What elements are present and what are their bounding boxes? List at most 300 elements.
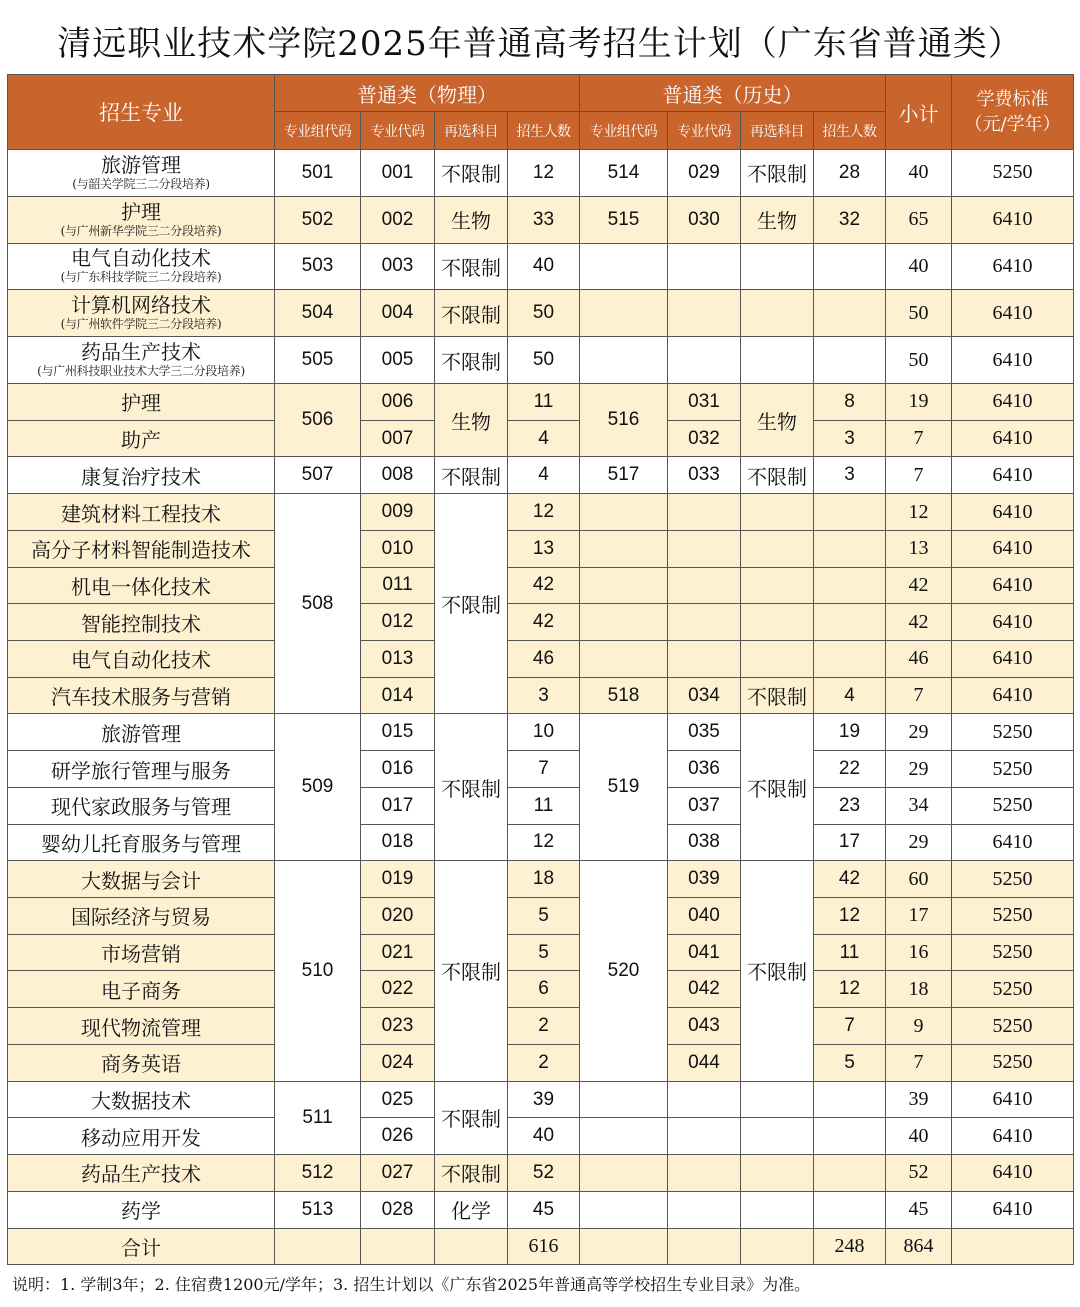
- major-name: 电气自动化技术: [8, 641, 275, 678]
- history-group-code: 520: [580, 861, 668, 1081]
- history-quota: [814, 1191, 886, 1228]
- table-row: [8, 457, 1074, 494]
- history-elective: [741, 1118, 814, 1155]
- total-physics-quota: 616: [508, 1228, 580, 1265]
- physics-quota: 11: [508, 787, 580, 824]
- history-elective: 不限制: [741, 861, 814, 1081]
- major-name: 现代物流管理: [8, 1008, 275, 1045]
- tuition: 5250: [952, 1044, 1074, 1081]
- history-quota: 11: [814, 934, 886, 971]
- history-group-code: [580, 243, 668, 290]
- history-quota: [814, 641, 886, 678]
- header-p-major-code: 专业代码: [361, 112, 435, 150]
- physics-quota: 7: [508, 751, 580, 788]
- history-quota: 12: [814, 898, 886, 935]
- total-row: [8, 1228, 1074, 1265]
- history-quota: [814, 567, 886, 604]
- physics-major-code: 006: [361, 383, 435, 420]
- history-quota: 5: [814, 1044, 886, 1081]
- subtotal: 50: [886, 337, 952, 384]
- subtotal: 46: [886, 641, 952, 678]
- history-major-code: [668, 641, 741, 678]
- history-group-code: [580, 1081, 668, 1118]
- header-h-elective: 再选科目: [741, 112, 814, 150]
- history-major-code: [668, 1081, 741, 1118]
- tuition: 5250: [952, 898, 1074, 935]
- subtotal: 52: [886, 1155, 952, 1192]
- table-row: [8, 420, 1074, 457]
- physics-group-code: 505: [275, 337, 361, 384]
- history-group-code: [580, 290, 668, 337]
- subtotal: 40: [886, 1118, 952, 1155]
- header-tuition: [952, 75, 1074, 150]
- history-elective: [741, 604, 814, 641]
- subtotal: 19: [886, 383, 952, 420]
- table-row: [8, 530, 1074, 567]
- tuition: 6410: [952, 1118, 1074, 1155]
- total-empty: [275, 1228, 361, 1265]
- history-major-code: [668, 1155, 741, 1192]
- history-quota: 19: [814, 714, 886, 751]
- table-row: [8, 1081, 1074, 1118]
- subtotal: 40: [886, 243, 952, 290]
- subtotal: 50: [886, 290, 952, 337]
- major-cell: [8, 290, 275, 337]
- physics-quota: 39: [508, 1081, 580, 1118]
- physics-major-code: 023: [361, 1008, 435, 1045]
- major-cell: [8, 150, 275, 197]
- physics-quota: 12: [508, 494, 580, 531]
- table-row: [8, 1044, 1074, 1081]
- major-name: 国际经济与贸易: [8, 898, 275, 935]
- history-quota: 28: [814, 150, 886, 197]
- physics-quota: 40: [508, 1118, 580, 1155]
- table-row: [8, 787, 1074, 824]
- tuition: 5250: [952, 714, 1074, 751]
- major-name: 护理: [8, 383, 275, 420]
- table-row: [8, 567, 1074, 604]
- table-row: [8, 243, 1074, 290]
- history-elective: 不限制: [741, 714, 814, 861]
- physics-elective: 不限制: [435, 243, 508, 290]
- subtotal: 7: [886, 677, 952, 714]
- history-elective: [741, 1155, 814, 1192]
- tuition: 6410: [952, 567, 1074, 604]
- history-group-code: 516: [580, 383, 668, 456]
- physics-major-code: 015: [361, 714, 435, 751]
- major-name: 电气自动化技术: [71, 246, 211, 271]
- table-row: [8, 290, 1074, 337]
- history-group-code: 515: [580, 196, 668, 243]
- subtotal: 45: [886, 1191, 952, 1228]
- physics-major-code: 013: [361, 641, 435, 678]
- total-empty: [580, 1228, 668, 1265]
- table-row: [8, 494, 1074, 531]
- history-quota: 3: [814, 420, 886, 457]
- tuition: 5250: [952, 934, 1074, 971]
- subtotal: 29: [886, 824, 952, 861]
- header-p-quota: 招生人数: [508, 112, 580, 150]
- history-quota: [814, 494, 886, 531]
- history-group-code: [580, 1155, 668, 1192]
- history-elective: [741, 494, 814, 531]
- major-note: (与韶关学院三二分段培养): [72, 176, 210, 191]
- major-cell: [8, 243, 275, 290]
- total-subtotal: 864: [886, 1228, 952, 1265]
- tuition: 6410: [952, 494, 1074, 531]
- tuition: 6410: [952, 824, 1074, 861]
- physics-quota: 4: [508, 457, 580, 494]
- tuition: 6410: [952, 337, 1074, 384]
- history-quota: [814, 1118, 886, 1155]
- history-group-code: 517: [580, 457, 668, 494]
- history-major-code: [668, 1191, 741, 1228]
- history-major-code: 036: [668, 751, 741, 788]
- physics-group-code: 501: [275, 150, 361, 197]
- physics-major-code: 019: [361, 861, 435, 898]
- physics-group-code: 510: [275, 861, 361, 1081]
- physics-elective: 不限制: [435, 714, 508, 861]
- major-note: (与广州科技职业技术大学三二分段培养): [37, 364, 245, 379]
- physics-quota: 40: [508, 243, 580, 290]
- physics-major-code: 011: [361, 567, 435, 604]
- history-group-code: [580, 337, 668, 384]
- major-note: (与广东科技学院三二分段培养): [60, 270, 222, 285]
- physics-elective: 不限制: [435, 150, 508, 197]
- history-major-code: 033: [668, 457, 741, 494]
- physics-major-code: 012: [361, 604, 435, 641]
- header-p-group-code: 专业组代码: [275, 112, 361, 150]
- history-quota: 12: [814, 971, 886, 1008]
- physics-major-code: 020: [361, 898, 435, 935]
- tuition: 6410: [952, 677, 1074, 714]
- history-major-code: [668, 567, 741, 604]
- physics-quota: 3: [508, 677, 580, 714]
- physics-quota: 42: [508, 567, 580, 604]
- header-physics-group: 普通类（物理）: [275, 75, 580, 112]
- physics-major-code: 014: [361, 677, 435, 714]
- physics-elective: 不限制: [435, 337, 508, 384]
- history-quota: [814, 243, 886, 290]
- physics-elective: 不限制: [435, 457, 508, 494]
- physics-group-code: 512: [275, 1155, 361, 1192]
- history-group-code: [580, 1191, 668, 1228]
- history-major-code: 035: [668, 714, 741, 751]
- physics-group-code: 503: [275, 243, 361, 290]
- header-tuition-line1: 学费标准: [976, 89, 1049, 110]
- table-row: [8, 1191, 1074, 1228]
- physics-quota: 42: [508, 604, 580, 641]
- table-row: [8, 898, 1074, 935]
- physics-major-code: 024: [361, 1044, 435, 1081]
- table-row: [8, 641, 1074, 678]
- history-quota: 22: [814, 751, 886, 788]
- history-group-code: 519: [580, 714, 668, 861]
- history-major-code: [668, 243, 741, 290]
- physics-major-code: 003: [361, 243, 435, 290]
- table-row: [8, 971, 1074, 1008]
- history-major-code: 029: [668, 150, 741, 197]
- history-quota: 42: [814, 861, 886, 898]
- physics-major-code: 008: [361, 457, 435, 494]
- enrollment-plan-table: [7, 74, 1074, 1265]
- history-quota: 4: [814, 677, 886, 714]
- physics-group-code: 502: [275, 196, 361, 243]
- history-major-code: 041: [668, 934, 741, 971]
- physics-quota: 33: [508, 196, 580, 243]
- history-elective: [741, 337, 814, 384]
- physics-quota: 12: [508, 150, 580, 197]
- tuition: 6410: [952, 420, 1074, 457]
- physics-elective: 不限制: [435, 1081, 508, 1154]
- header-h-quota: 招生人数: [814, 112, 886, 150]
- major-name: 计算机网络技术: [71, 293, 211, 318]
- physics-major-code: 005: [361, 337, 435, 384]
- physics-major-code: 027: [361, 1155, 435, 1192]
- physics-major-code: 025: [361, 1081, 435, 1118]
- major-name: 大数据与会计: [8, 861, 275, 898]
- subtotal: 16: [886, 934, 952, 971]
- subtotal: 17: [886, 898, 952, 935]
- physics-elective: 生物: [435, 383, 508, 456]
- physics-elective: 化学: [435, 1191, 508, 1228]
- physics-major-code: 007: [361, 420, 435, 457]
- physics-quota: 50: [508, 337, 580, 384]
- history-group-code: [580, 494, 668, 531]
- page-title: 清远职业技术学院2025年普通高考招生计划（广东省普通类）: [57, 24, 1023, 64]
- physics-quota: 6: [508, 971, 580, 1008]
- table-row: [8, 196, 1074, 243]
- header-h-major-code: 专业代码: [668, 112, 741, 150]
- subtotal: 7: [886, 420, 952, 457]
- history-elective: [741, 530, 814, 567]
- physics-group-code: 508: [275, 494, 361, 714]
- major-note: (与广州软件学院三二分段培养): [60, 317, 222, 332]
- subtotal: 29: [886, 751, 952, 788]
- table-row: [8, 824, 1074, 861]
- history-elective: 不限制: [741, 150, 814, 197]
- physics-group-code: 507: [275, 457, 361, 494]
- major-name: 汽车技术服务与营销: [8, 677, 275, 714]
- history-group-code: 518: [580, 677, 668, 714]
- subtotal: 29: [886, 714, 952, 751]
- physics-group-code: 513: [275, 1191, 361, 1228]
- history-major-code: 044: [668, 1044, 741, 1081]
- subtotal: 40: [886, 150, 952, 197]
- physics-elective: 生物: [435, 196, 508, 243]
- physics-quota: 46: [508, 641, 580, 678]
- history-group-code: [580, 641, 668, 678]
- history-major-code: 034: [668, 677, 741, 714]
- major-name: 药品生产技术: [81, 340, 201, 365]
- physics-major-code: 004: [361, 290, 435, 337]
- major-name: 智能控制技术: [8, 604, 275, 641]
- history-major-code: 037: [668, 787, 741, 824]
- subtotal: 65: [886, 196, 952, 243]
- major-name: 电子商务: [8, 971, 275, 1008]
- tuition: 5250: [952, 861, 1074, 898]
- table-row: [8, 1118, 1074, 1155]
- major-name: 现代家政服务与管理: [8, 787, 275, 824]
- history-major-code: [668, 494, 741, 531]
- header-h-group-code: 专业组代码: [580, 112, 668, 150]
- history-group-code: [580, 530, 668, 567]
- physics-quota: 12: [508, 824, 580, 861]
- physics-quota: 18: [508, 861, 580, 898]
- physics-quota: 5: [508, 898, 580, 935]
- history-major-code: 032: [668, 420, 741, 457]
- subtotal: 60: [886, 861, 952, 898]
- table-row: [8, 934, 1074, 971]
- major-name: 市场营销: [8, 934, 275, 971]
- history-quota: [814, 530, 886, 567]
- tuition: 5250: [952, 787, 1074, 824]
- tuition: 6410: [952, 196, 1074, 243]
- tuition: 5250: [952, 751, 1074, 788]
- major-name: 大数据技术: [8, 1081, 275, 1118]
- table-row: [8, 604, 1074, 641]
- physics-group-code: 509: [275, 714, 361, 861]
- physics-major-code: 010: [361, 530, 435, 567]
- header-history-group: 普通类（历史）: [580, 75, 886, 112]
- history-major-code: 039: [668, 861, 741, 898]
- major-name: 移动应用开发: [8, 1118, 275, 1155]
- history-quota: 8: [814, 383, 886, 420]
- physics-quota: 2: [508, 1008, 580, 1045]
- history-major-code: 042: [668, 971, 741, 1008]
- subtotal: 7: [886, 457, 952, 494]
- table-row: [8, 677, 1074, 714]
- tuition: 6410: [952, 290, 1074, 337]
- total-empty: [952, 1228, 1074, 1265]
- history-quota: 23: [814, 787, 886, 824]
- physics-group-code: 506: [275, 383, 361, 456]
- table-row: [8, 1155, 1074, 1192]
- header-subtotal: 小计: [886, 75, 952, 150]
- major-name: 药学: [8, 1191, 275, 1228]
- physics-major-code: 028: [361, 1191, 435, 1228]
- total-history-quota: 248: [814, 1228, 886, 1265]
- tuition: 6410: [952, 383, 1074, 420]
- major-name: 研学旅行管理与服务: [8, 751, 275, 788]
- physics-quota: 2: [508, 1044, 580, 1081]
- history-major-code: [668, 337, 741, 384]
- table-row: [8, 383, 1074, 420]
- major-name: 婴幼儿托育服务与管理: [8, 824, 275, 861]
- subtotal: 42: [886, 604, 952, 641]
- physics-group-code: 511: [275, 1081, 361, 1154]
- history-group-code: [580, 1118, 668, 1155]
- physics-major-code: 017: [361, 787, 435, 824]
- major-name: 护理: [121, 199, 161, 224]
- major-name: 商务英语: [8, 1044, 275, 1081]
- subtotal: 12: [886, 494, 952, 531]
- physics-quota: 5: [508, 934, 580, 971]
- physics-elective: 不限制: [435, 861, 508, 1081]
- total-label: 合计: [8, 1228, 275, 1265]
- header-p-elective: 再选科目: [435, 112, 508, 150]
- history-elective: [741, 290, 814, 337]
- major-name: 旅游管理: [8, 714, 275, 751]
- tuition: 5250: [952, 1008, 1074, 1045]
- major-name: 药品生产技术: [8, 1155, 275, 1192]
- subtotal: 13: [886, 530, 952, 567]
- history-quota: 3: [814, 457, 886, 494]
- table-row: [8, 861, 1074, 898]
- physics-quota: 4: [508, 420, 580, 457]
- physics-major-code: 022: [361, 971, 435, 1008]
- history-elective: [741, 1081, 814, 1118]
- history-quota: [814, 1155, 886, 1192]
- major-name: 高分子材料智能制造技术: [8, 530, 275, 567]
- major-cell: [8, 196, 275, 243]
- physics-major-code: 021: [361, 934, 435, 971]
- physics-quota: 45: [508, 1191, 580, 1228]
- history-group-code: [580, 604, 668, 641]
- history-major-code: [668, 530, 741, 567]
- history-quota: 32: [814, 196, 886, 243]
- history-quota: 17: [814, 824, 886, 861]
- total-empty: [361, 1228, 435, 1265]
- history-elective: [741, 567, 814, 604]
- tuition: 6410: [952, 1081, 1074, 1118]
- physics-quota: 10: [508, 714, 580, 751]
- tuition: 6410: [952, 457, 1074, 494]
- tuition: 5250: [952, 971, 1074, 1008]
- physics-major-code: 026: [361, 1118, 435, 1155]
- history-elective: 生物: [741, 383, 814, 456]
- tuition: 5250: [952, 150, 1074, 197]
- table-row: [8, 751, 1074, 788]
- table-row: [8, 337, 1074, 384]
- physics-elective: 不限制: [435, 1155, 508, 1192]
- tuition: 6410: [952, 243, 1074, 290]
- history-quota: [814, 290, 886, 337]
- physics-major-code: 009: [361, 494, 435, 531]
- physics-quota: 13: [508, 530, 580, 567]
- history-major-code: [668, 290, 741, 337]
- table-row: [8, 150, 1074, 197]
- subtotal: 39: [886, 1081, 952, 1118]
- physics-quota: 52: [508, 1155, 580, 1192]
- history-elective: [741, 641, 814, 678]
- history-quota: [814, 337, 886, 384]
- physics-major-code: 001: [361, 150, 435, 197]
- history-major-code: 031: [668, 383, 741, 420]
- physics-major-code: 002: [361, 196, 435, 243]
- physics-quota: 11: [508, 383, 580, 420]
- history-major-code: 030: [668, 196, 741, 243]
- subtotal: 18: [886, 971, 952, 1008]
- table-body: [8, 150, 1074, 1265]
- total-empty: [668, 1228, 741, 1265]
- major-name: 康复治疗技术: [8, 457, 275, 494]
- major-name: 助产: [8, 420, 275, 457]
- major-note: (与广州新华学院三二分段培养): [60, 223, 222, 238]
- total-empty: [741, 1228, 814, 1265]
- history-major-code: 043: [668, 1008, 741, 1045]
- history-major-code: 040: [668, 898, 741, 935]
- physics-major-code: 018: [361, 824, 435, 861]
- subtotal: 9: [886, 1008, 952, 1045]
- major-name: 机电一体化技术: [8, 567, 275, 604]
- history-major-code: 038: [668, 824, 741, 861]
- history-major-code: [668, 604, 741, 641]
- major-cell: [8, 337, 275, 384]
- history-major-code: [668, 1118, 741, 1155]
- physics-elective: 不限制: [435, 290, 508, 337]
- total-empty: [435, 1228, 508, 1265]
